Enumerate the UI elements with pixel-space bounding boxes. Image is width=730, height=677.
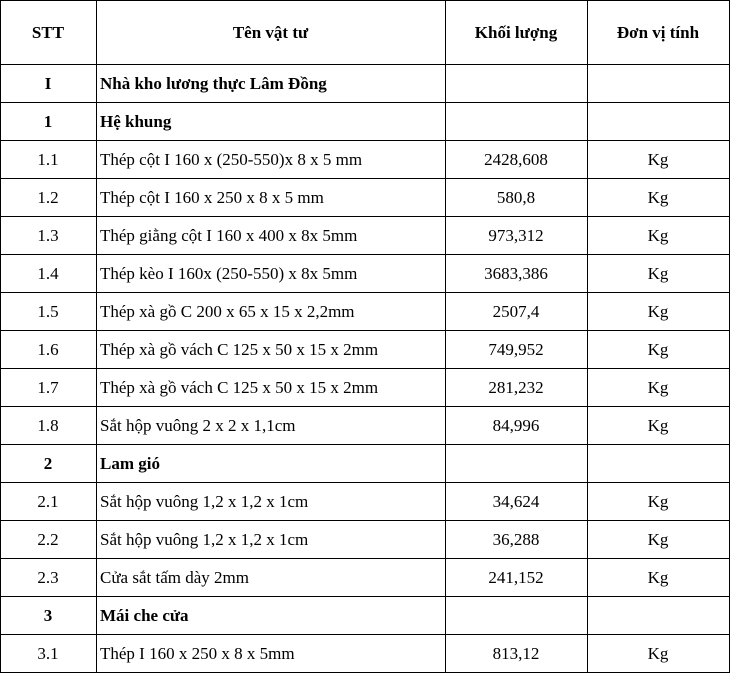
header-quantity: Khối lượng bbox=[446, 1, 588, 65]
cell-stt: 3.1 bbox=[1, 635, 97, 673]
cell-unit bbox=[588, 103, 730, 141]
cell-material-name: Sắt hộp vuông 2 x 2 x 1,1cm bbox=[97, 407, 446, 445]
cell-unit: Kg bbox=[588, 407, 730, 445]
cell-stt: 3 bbox=[1, 597, 97, 635]
cell-quantity bbox=[446, 445, 588, 483]
cell-quantity: 34,624 bbox=[446, 483, 588, 521]
cell-quantity: 813,12 bbox=[446, 635, 588, 673]
cell-stt: 2.2 bbox=[1, 521, 97, 559]
cell-stt: 1.7 bbox=[1, 369, 97, 407]
cell-quantity bbox=[446, 103, 588, 141]
cell-unit bbox=[588, 65, 730, 103]
table-row bbox=[1, 483, 730, 521]
cell-quantity: 241,152 bbox=[446, 559, 588, 597]
cell-material-name: Hệ khung bbox=[97, 103, 446, 141]
cell-stt: 1.2 bbox=[1, 179, 97, 217]
cell-quantity: 2507,4 bbox=[446, 293, 588, 331]
group-row bbox=[1, 597, 730, 635]
table-row bbox=[1, 179, 730, 217]
table-row bbox=[1, 217, 730, 255]
cell-unit: Kg bbox=[588, 635, 730, 673]
cell-unit: Kg bbox=[588, 369, 730, 407]
table-row bbox=[1, 369, 730, 407]
header-unit: Đơn vị tính bbox=[588, 1, 730, 65]
cell-quantity bbox=[446, 597, 588, 635]
cell-material-name: Mái che cửa bbox=[97, 597, 446, 635]
cell-stt: I bbox=[1, 65, 97, 103]
cell-stt: 1.6 bbox=[1, 331, 97, 369]
cell-stt: 2.1 bbox=[1, 483, 97, 521]
cell-material-name: Thép xà gồ vách C 125 x 50 x 15 x 2mm bbox=[97, 331, 446, 369]
cell-stt: 1.5 bbox=[1, 293, 97, 331]
group-row bbox=[1, 65, 730, 103]
cell-stt: 1 bbox=[1, 103, 97, 141]
cell-material-name: Sắt hộp vuông 1,2 x 1,2 x 1cm bbox=[97, 521, 446, 559]
cell-quantity: 580,8 bbox=[446, 179, 588, 217]
cell-material-name: Nhà kho lương thực Lâm Đồng bbox=[97, 65, 446, 103]
table-row bbox=[1, 293, 730, 331]
cell-unit: Kg bbox=[588, 293, 730, 331]
cell-material-name: Thép cột I 160 x 250 x 8 x 5 mm bbox=[97, 179, 446, 217]
cell-quantity: 3683,386 bbox=[446, 255, 588, 293]
cell-stt: 2.3 bbox=[1, 559, 97, 597]
cell-quantity: 973,312 bbox=[446, 217, 588, 255]
cell-material-name: Thép giằng cột I 160 x 400 x 8x 5mm bbox=[97, 217, 446, 255]
table-row bbox=[1, 635, 730, 673]
cell-material-name: Thép I 160 x 250 x 8 x 5mm bbox=[97, 635, 446, 673]
cell-quantity: 2428,608 bbox=[446, 141, 588, 179]
header-material-name: Tên vật tư bbox=[97, 1, 446, 65]
cell-material-name: Cửa sắt tấm dày 2mm bbox=[97, 559, 446, 597]
table-row bbox=[1, 407, 730, 445]
cell-unit: Kg bbox=[588, 521, 730, 559]
cell-material-name: Lam gió bbox=[97, 445, 446, 483]
cell-material-name: Thép cột I 160 x (250-550)x 8 x 5 mm bbox=[97, 141, 446, 179]
cell-unit: Kg bbox=[588, 331, 730, 369]
table-row bbox=[1, 141, 730, 179]
table-row bbox=[1, 255, 730, 293]
cell-unit: Kg bbox=[588, 141, 730, 179]
header-row bbox=[1, 1, 730, 65]
cell-quantity: 749,952 bbox=[446, 331, 588, 369]
cell-unit: Kg bbox=[588, 483, 730, 521]
cell-unit: Kg bbox=[588, 217, 730, 255]
cell-material-name: Thép xà gồ vách C 125 x 50 x 15 x 2mm bbox=[97, 369, 446, 407]
cell-stt: 1.1 bbox=[1, 141, 97, 179]
cell-material-name: Thép xà gồ C 200 x 65 x 15 x 2,2mm bbox=[97, 293, 446, 331]
group-row bbox=[1, 103, 730, 141]
table-row bbox=[1, 521, 730, 559]
cell-stt: 1.3 bbox=[1, 217, 97, 255]
group-row bbox=[1, 445, 730, 483]
cell-quantity: 36,288 bbox=[446, 521, 588, 559]
cell-unit bbox=[588, 597, 730, 635]
cell-unit: Kg bbox=[588, 179, 730, 217]
table-body bbox=[1, 65, 730, 673]
cell-stt: 1.4 bbox=[1, 255, 97, 293]
cell-unit bbox=[588, 445, 730, 483]
cell-stt: 1.8 bbox=[1, 407, 97, 445]
table-row bbox=[1, 559, 730, 597]
cell-quantity: 281,232 bbox=[446, 369, 588, 407]
cell-unit: Kg bbox=[588, 559, 730, 597]
header-stt: STT bbox=[1, 1, 97, 65]
cell-quantity: 84,996 bbox=[446, 407, 588, 445]
cell-material-name: Thép kèo I 160x (250-550) x 8x 5mm bbox=[97, 255, 446, 293]
table-row bbox=[1, 331, 730, 369]
cell-stt: 2 bbox=[1, 445, 97, 483]
cell-unit: Kg bbox=[588, 255, 730, 293]
cell-quantity bbox=[446, 65, 588, 103]
cell-material-name: Sắt hộp vuông 1,2 x 1,2 x 1cm bbox=[97, 483, 446, 521]
